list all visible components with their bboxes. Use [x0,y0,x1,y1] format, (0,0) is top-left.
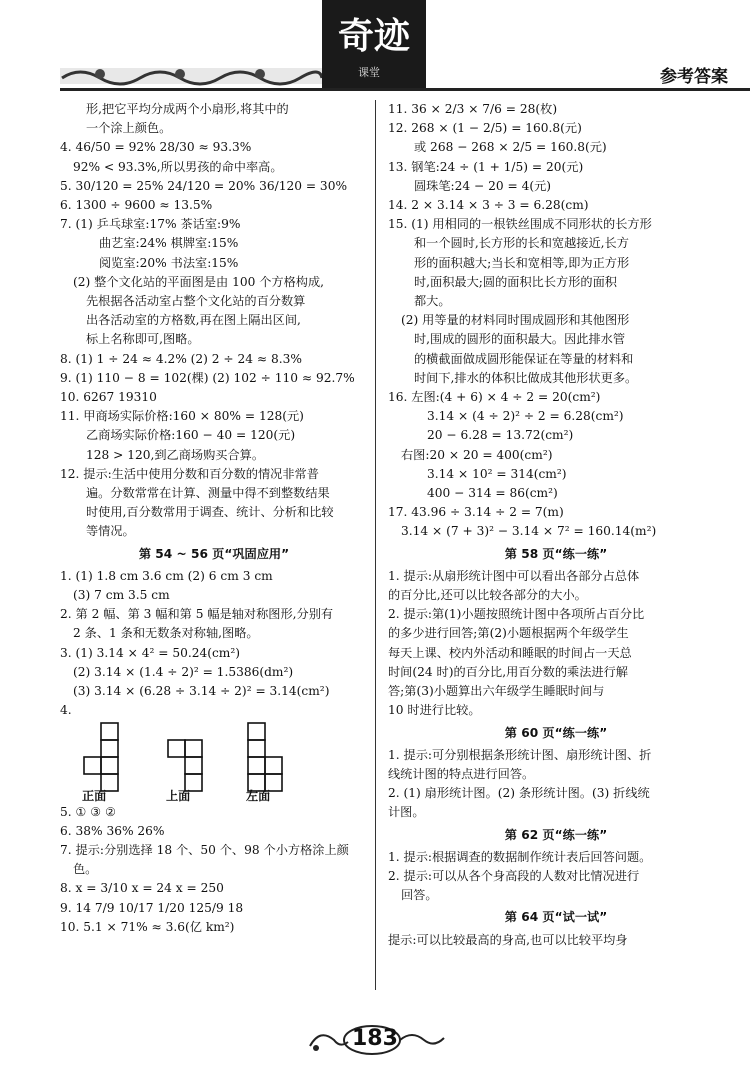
section-heading: 第 64 页“试一试” [504,910,608,925]
section-heading: 第 54 ~ 56 页“巩固应用” [138,546,290,561]
figure-label: 左面 [246,788,271,803]
answer-line: 16. 左图:(4 + 6) × 4 ÷ 2 = 20(cm²) [388,390,601,405]
answer-line: 时,围成的圆形的面积最大。因此排水管 [414,332,626,347]
view-square [265,757,282,774]
page-number-badge [300,1022,450,1058]
answer-line: 14. 2 × 3.14 × 3 ÷ 3 = 6.28(cm) [388,198,589,213]
answer-line: (3) 3.14 × (6.28 ÷ 3.14 ÷ 2)² = 3.14(cm²) [73,684,330,699]
answer-line: 遍。分数常常在计算、测量中得不到整数结果 [86,486,330,501]
answer-line: 的百分比,还可以比较各部分的大小。 [388,588,587,603]
answer-line: 的横截面做成圆形能保证在等量的材料和 [414,351,634,366]
right-column [388,100,724,950]
answer-line: 1. (1) 1.8 cm 3.6 cm (2) 6 cm 3 cm [60,568,273,583]
answer-line: 3. (1) 3.14 × 4² = 50.24(cm²) [60,645,241,660]
decorative-border-icon [60,64,325,88]
answer-line: 和一个圆时,长方形的长和宽越接近,长方 [414,236,629,251]
view-square [168,740,185,757]
column-divider [375,100,376,990]
answer-line: 提示:可以比较最高的身高,也可以比较平均身 [388,932,628,947]
answer-line: 阅览室:20% 书法室:15% [99,255,239,270]
answer-line: 2. 提示:可以从各个身高段的人数对比情况进行 [388,868,640,883]
answer-line: 10. 5.1 × 71% ≈ 3.6(亿 km²) [60,919,235,934]
answer-line: 计图。 [388,805,425,820]
figure-label: 正面 [82,788,107,803]
answer-line: 400 − 314 = 86(cm²) [427,486,558,501]
answer-line: 等情况。 [86,524,135,539]
section-title: 参考答案 [660,67,728,87]
answer-line: 出各活动室的方格数,再在图上隔出区间, [86,313,301,328]
answer-line: 先根据各活动室占整个文化站的百分数算 [86,294,306,309]
section-heading: 第 58 页“练一练” [504,546,608,561]
view-square [185,740,202,757]
answer-line: 7. 提示:分别选择 18 个、50 个、98 个小方格涂上颜 [60,842,349,857]
answer-line: 3.14 × (4 ÷ 2)² ÷ 2 = 6.28(cm²) [427,409,624,424]
answer-line: 形,把它平均分成两个小扇形,将其中的 [86,102,289,116]
view-square [101,740,118,757]
answer-line: 4. 46/50 = 92% 28/30 ≈ 93.3% [60,140,252,155]
answer-line: 乙商场实际价格:160 − 40 = 120(元) [86,428,296,443]
answer-line: 1. 提示:从扇形统计图中可以看出各部分占总体 [388,568,640,583]
figure-label: 上面 [166,788,191,803]
answer-line: 2 条、1 条和无数条对称轴,图略。 [73,626,259,641]
logo-brand: 奇迹 [337,15,410,57]
answer-line: 每天上课、校内外活动和睡眠的时间占一天总 [388,645,632,660]
answer-line: 标上名称即可,图略。 [86,332,200,347]
section-heading: 第 62 页“练一练” [504,827,608,842]
answer-line: 7. (1) 乒乓球室:17% 茶话室:9% [60,217,241,232]
answer-line: 9. 14 7/9 10/17 1/20 125/9 18 [60,900,244,915]
answer-line: 12. 268 × (1 − 2/5) = 160.8(元) [388,121,582,136]
view-square [248,740,265,757]
answer-line: 的多少进行回答;第(2)小题根据两个年级学生 [388,626,629,641]
answer-line: 8. (1) 1 ÷ 24 ≈ 4.2% (2) 2 ÷ 24 ≈ 8.3% [60,351,302,366]
answer-line: 5. ① ③ ② [60,804,117,819]
page-number: 183 [352,1026,398,1051]
answer-line: 10. 6267 19310 [60,390,157,405]
view-square [101,723,118,740]
answer-line: 15. (1) 用相同的一根铁丝围成不同形状的长方形 [388,217,652,232]
answer-line: 线统计图的特点进行回答。 [388,766,535,781]
answer-line: 一个涂上颜色。 [86,121,172,136]
answer-line: (2) 整个文化站的平面图是由 100 个方格构成, [73,274,325,289]
answer-line: 4. [60,703,72,718]
answer-line: 5. 30/120 = 25% 24/120 = 20% 36/120 = 30% [60,178,348,193]
view-square [84,757,101,774]
answer-line: 曲艺室:24% 棋牌室:15% [99,236,239,251]
page-header [0,0,750,96]
left-column [60,100,368,937]
answer-line: 右图:20 × 20 = 400(cm²) [401,447,553,462]
answer-line: 圆珠笔:24 − 20 = 4(元) [414,178,552,193]
answer-line: 9. (1) 110 − 8 = 102(棵) (2) 102 ÷ 110 ≈ 92.7% [60,370,355,385]
answer-line: 答;第(3)小题算出六年级学生睡眠时间与 [388,684,605,699]
answer-line: 时,面积最大;圆的面积比长方形的面积 [414,274,617,289]
answer-line: 时间下,排水的体积比做成其他形状更多。 [414,370,638,385]
answer-line: (3) 7 cm 3.5 cm [73,588,170,603]
answer-line: 3.14 × 10² = 314(cm²) [427,466,567,481]
view-square [248,757,265,774]
answer-line: 1. 提示:根据调查的数据制作统计表后回答问题。 [388,849,652,864]
answer-line: 20 − 6.28 = 13.72(cm²) [427,428,574,443]
view-square [248,723,265,740]
answer-line: 128 > 120,到乙商场购买合算。 [86,447,265,462]
answer-line: (2) 3.14 × (1.4 ÷ 2)² = 1.5386(dm²) [73,664,294,679]
answer-line: 13. 钢笔:24 ÷ (1 + 1/5) = 20(元) [388,159,584,174]
answer-line: 时使用,百分数常用于调查、统计、分析和比较 [86,505,334,520]
answer-line: 回答。 [401,888,438,903]
answer-line: 2. 第 2 幅、第 3 幅和第 5 幅是轴对称图形,分别有 [60,607,334,622]
answer-line: 时间(24 时)的百分比,用百分数的乘法进行解 [388,664,628,679]
logo [322,0,426,88]
view-square [185,757,202,774]
answer-line: 11. 36 × 2/3 × 7/6 = 28(枚) [388,102,558,116]
answer-line: 6. 38% 36% 26% [60,823,165,838]
logo-sub: 课堂 [358,66,380,79]
answer-line: 17. 43.96 ÷ 3.14 ÷ 2 = 7(m) [388,505,564,520]
answer-line: (2) 用等量的材料同时围成圆形和其他图形 [401,313,630,328]
answer-line: 6. 1300 ÷ 9600 ≈ 13.5% [60,198,213,213]
answer-line: 都大。 [414,294,451,309]
answer-line: 10 时进行比较。 [388,703,481,718]
answer-line: 12. 提示:生活中使用分数和百分数的情况非常普 [60,466,319,481]
answer-line: 2. 提示:第(1)小题按照统计图中各项所占百分比 [388,607,645,622]
answer-line: 色。 [73,862,98,877]
section-heading: 第 60 页“练一练” [504,725,608,740]
answer-line: 2. (1) 扇形统计图。(2) 条形统计图。(3) 折线统 [388,786,650,801]
header-rule [60,88,750,91]
answer-line: 1. 提示:可分别根据条形统计图、扇形统计图、折 [388,747,652,762]
answer-line: 92% < 93.3%,所以男孩的命中率高。 [73,159,283,174]
answer-line: 3.14 × (7 + 3)² − 3.14 × 7² = 160.14(m²) [401,524,657,539]
view-square [101,757,118,774]
answer-line: 形的面积越大;当长和宽相等,即为正方形 [414,255,630,270]
three-view-figure [60,721,368,803]
answer-line: 或 268 − 268 × 2/5 = 160.8(元) [414,140,607,155]
answer-line: 11. 甲商场实际价格:160 × 80% = 128(元) [60,409,304,424]
answer-line: 8. x = 3/10 x = 24 x = 250 [60,881,224,896]
